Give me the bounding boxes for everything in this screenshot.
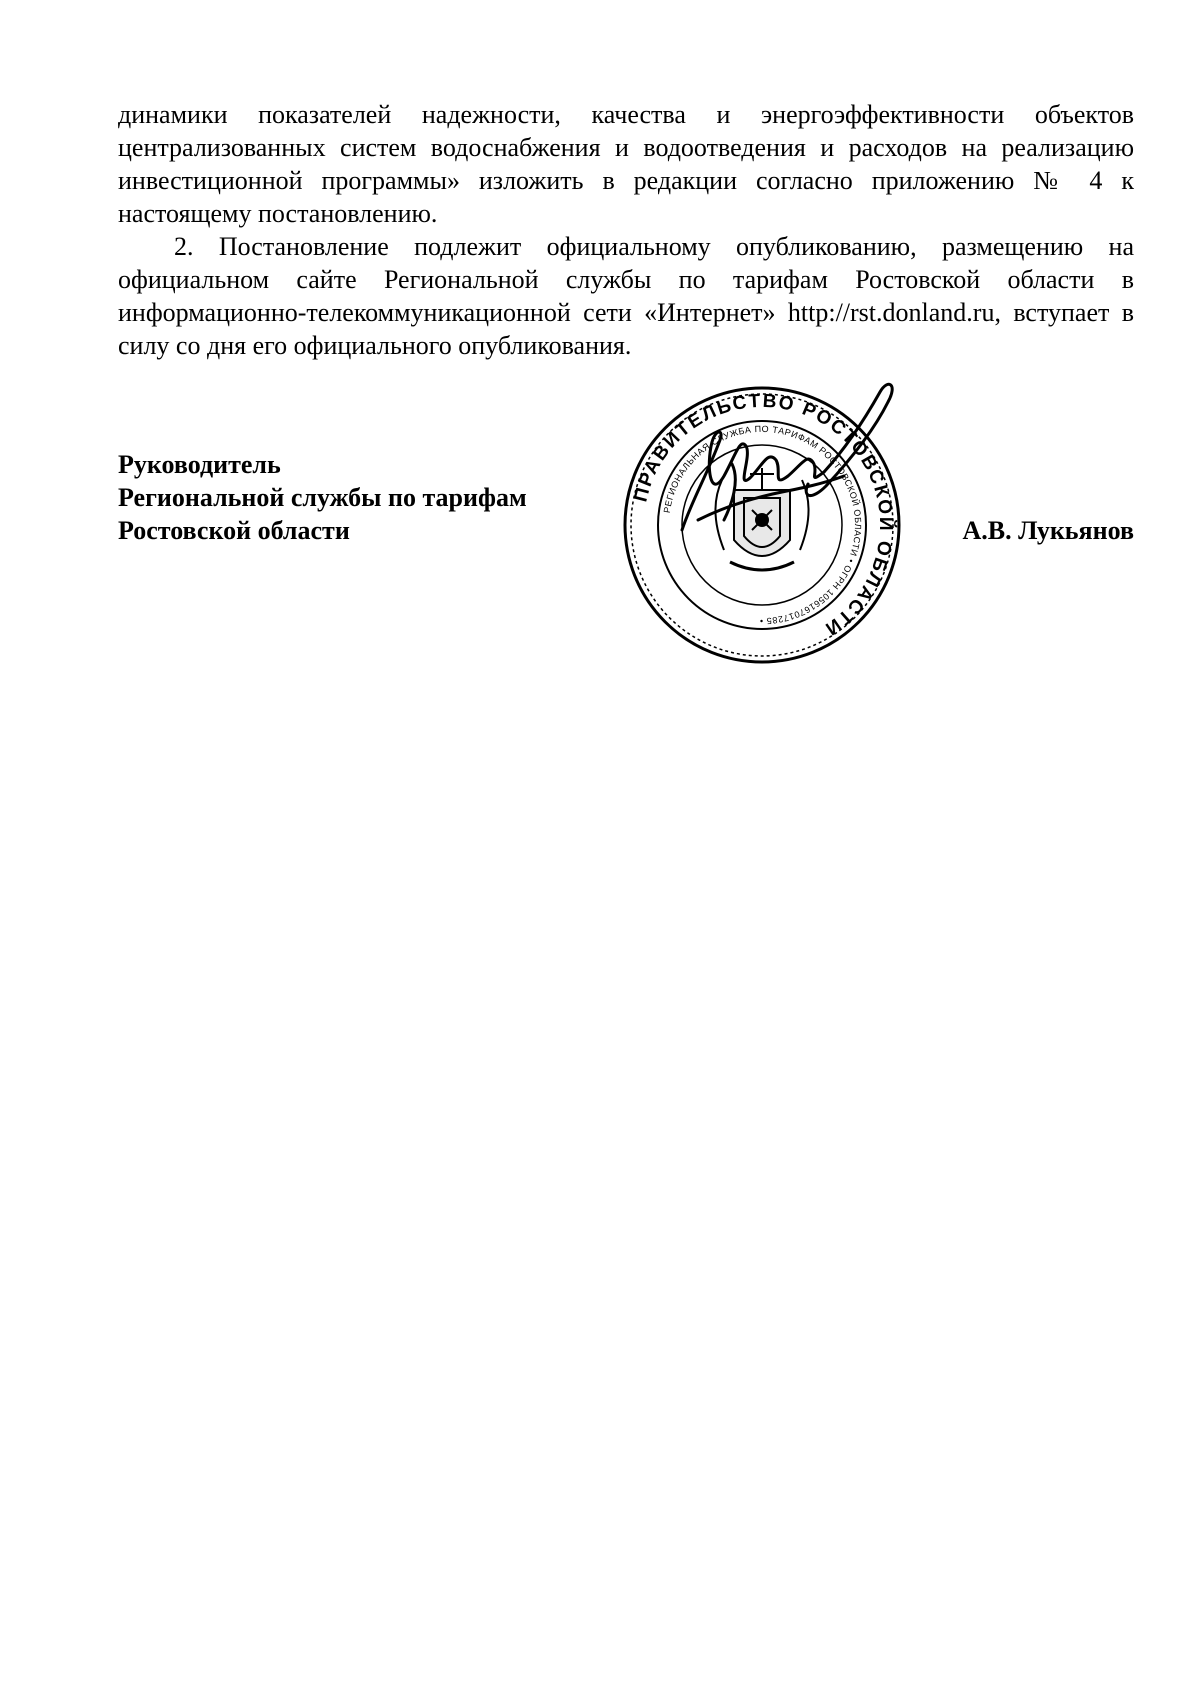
signer-title (118, 448, 527, 547)
paragraph-2: 2. Постановление подлежит официальному опубликованию, размещению на официальном сайте Региональной службы по тарифам Ростовской области в информационно-телекоммуникационной сети «Интернет» http://rst.donland.ru, вступает в силу со дня его официального опубликования. (118, 232, 1134, 360)
signer-title-line: Региональной службы по тарифам (118, 483, 527, 512)
svg-text:РЕГИОНАЛЬНАЯ СЛУЖБА ПО ТАРИФАМ: РЕГИОНАЛЬНАЯ СЛУЖБА ПО ТАРИФАМ РОСТОВСКОЙ ОБЛАСТИ • ОГРН 1056167017285 • (661, 423, 864, 627)
signer-title-line: Ростовской области (118, 516, 350, 545)
document-body (118, 98, 1134, 362)
signer-title-line: Руководитель (118, 450, 281, 479)
signer-name: А.В. Лукьянов (962, 516, 1134, 545)
svg-text:ПРАВИТЕЛЬСТВО РОСТОВСКОЙ ОБЛАС: ПРАВИТЕЛЬСТВО РОСТОВСКОЙ ОБЛАСТИ (630, 390, 897, 640)
paragraph-continuation: динамики показателей надежности, качества и энергоэффективности объектов централизованных систем водоснабжения и водоотведения и расходов на реализацию инвестиционной программы» изложить в редакции согласно приложению № 4 к настоящему постановлению. (118, 100, 1134, 228)
official-seal-stamp (612, 380, 912, 670)
